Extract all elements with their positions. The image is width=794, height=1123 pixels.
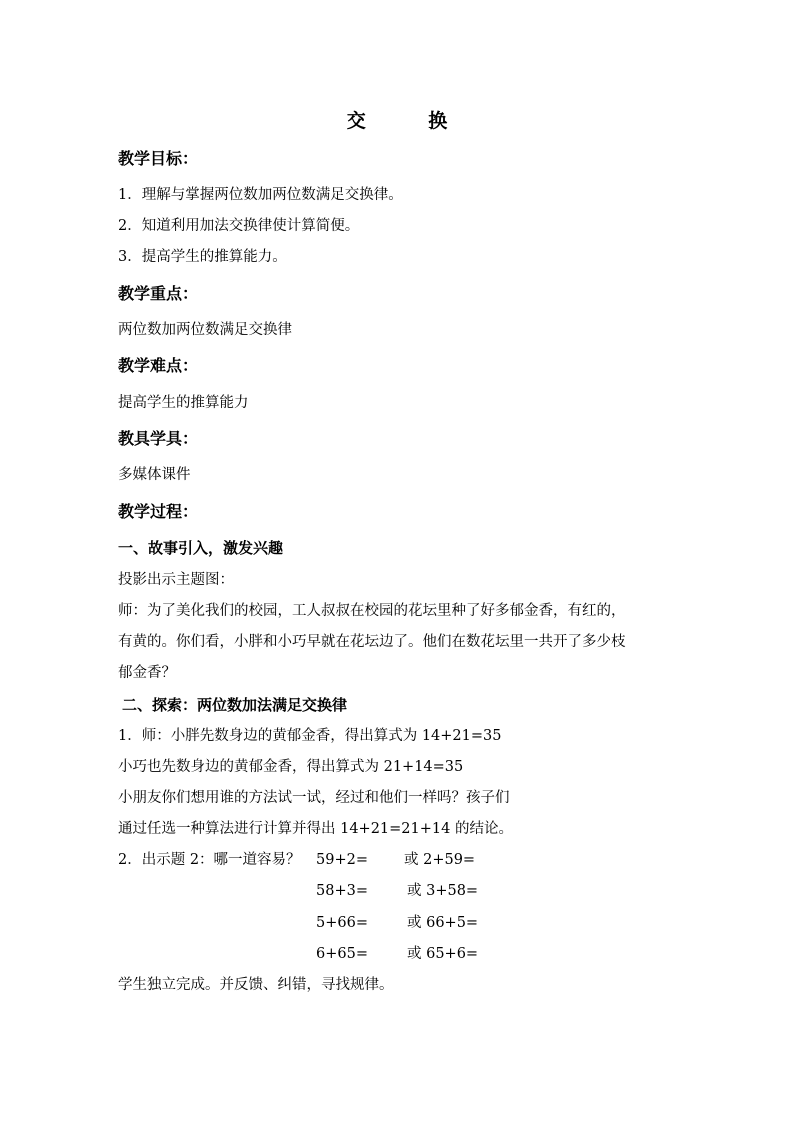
part2-line: 通过任选一种算法进行计算并得出 14+21=21+14 的结论。 — [118, 821, 513, 837]
exercise-b: 或 3+58= — [407, 883, 479, 899]
difficulty-text: 提高学生的推算能力 — [118, 395, 249, 411]
key-text: 两位数加两位数满足交换律 — [118, 322, 292, 338]
tools-text: 多媒体课件 — [118, 467, 191, 483]
part1-title: 一、故事引入，激发兴趣 — [118, 539, 284, 557]
page-title: 交 换 — [346, 110, 476, 132]
difficulty-heading: 教学难点： — [118, 356, 199, 375]
part2-line: 小巧也先数身边的黄郁金香，得出算式为 21+14=35 — [118, 759, 464, 775]
part2-line: 1．师：小胖先数身边的黄郁金香，得出算式为 14+21=35 — [118, 728, 502, 744]
exercise-a: 6+65= — [316, 946, 368, 962]
key-heading: 教学重点： — [118, 284, 199, 303]
exercise-b: 或 2+59= — [404, 852, 476, 868]
part1-line: 投影出示主题图： — [118, 572, 234, 588]
exercise-b: 或 65+6= — [407, 946, 479, 962]
closing-line: 学生独立完成。并反馈、纠错，寻找规律。 — [118, 977, 394, 993]
exercise-a: 5+66= — [316, 915, 368, 931]
goals-heading: 教学目标： — [118, 149, 199, 168]
exercise-intro: 2．出示题 2：哪一道容易？ — [118, 852, 301, 868]
goal-item: 2．知道利用加法交换律使计算简便。 — [118, 218, 360, 234]
goal-item: 3．提高学生的推算能力。 — [118, 249, 287, 265]
goal-item: 1．理解与掌握两位数加两位数满足交换律。 — [118, 187, 403, 203]
part1-line: 郁金香？ — [118, 665, 176, 681]
process-heading: 教学过程： — [118, 502, 199, 521]
part1-line: 师：为了美化我们的校园，工人叔叔在校园的花坛里种了好多郁金香，有红的， — [118, 603, 626, 619]
exercise-b: 或 66+5= — [407, 915, 479, 931]
exercise-a: 59+2= — [316, 852, 368, 868]
exercise-a: 58+3= — [316, 883, 368, 899]
part2-title: 二、探索：两位数加法满足交换律 — [122, 696, 348, 714]
part2-line: 小朋友你们想用谁的方法试一试，经过和他们一样吗？孩子们 — [118, 790, 510, 806]
part1-line: 有黄的。你们看，小胖和小巧早就在花坛边了。他们在数花坛里一共开了多少枝 — [118, 634, 626, 650]
tools-heading: 教具学具： — [118, 429, 199, 448]
